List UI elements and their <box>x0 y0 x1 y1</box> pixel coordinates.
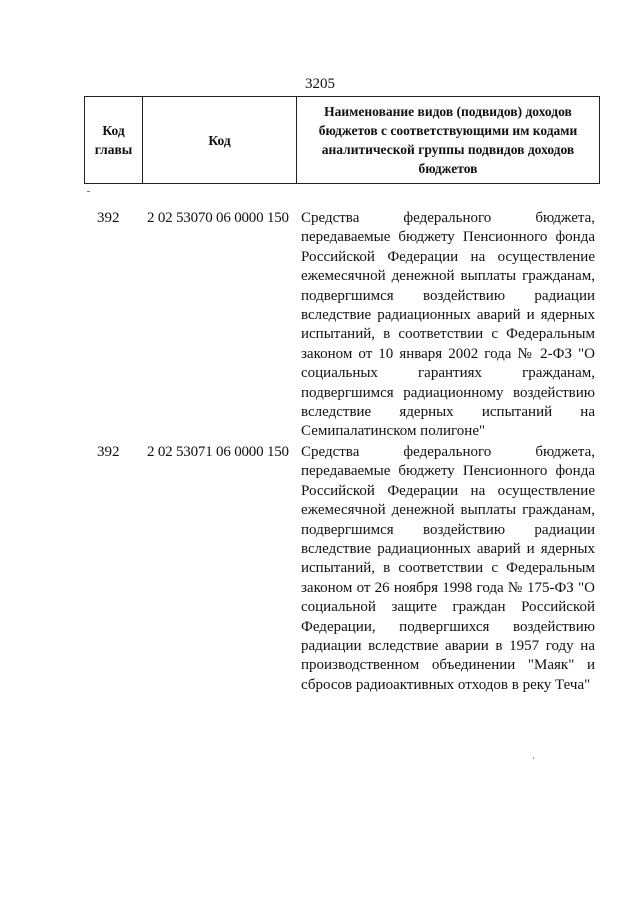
header-chapter-code-line2: главы <box>94 142 133 157</box>
scan-speck <box>533 757 534 759</box>
page-number: 3205 <box>305 76 335 92</box>
header-chapter-code-line1: Код <box>102 123 125 138</box>
header-name: Наименование видов (подвидов) доходов бюджетов с соответствующими им кодами аналитической группы подвидов доходов бюджетов <box>297 97 600 184</box>
row-income-code: 2 02 53071 06 0000 150 <box>147 444 289 460</box>
row-income-code: 2 02 53070 06 0000 150 <box>147 210 289 226</box>
row-chapter-code: 392 <box>97 444 120 460</box>
header-table <box>84 96 600 184</box>
scan-mark <box>87 191 90 192</box>
header-chapter-code <box>85 97 143 184</box>
row-income-name: Средства федерального бюджета, передаваемые бюджету Пенсионного фонда Российской Федерации на осуществление ежемесячной денежной выплаты гражданам, подвергшимся воздействию радиации вследствие радиационных аварий и ядерных испытаний, в соответствии с Федеральным законом от 10 января 2002 года № 2-ФЗ "О социальных гарантиях гражданам, подвергшимся радиационному воздействию вследствие ядерных испытаний на Семипалатинском полигоне" <box>301 210 595 440</box>
row-chapter-code: 392 <box>97 210 120 226</box>
header-code: Код <box>143 97 297 184</box>
row-income-name: Средства федерального бюджета, передаваемые бюджету Пенсионного фонда Российской Федерации на осуществление ежемесячной денежной выплаты гражданам, подвергшимся воздействию радиации вследствие радиационных аварий и ядерных испытаний, в соответствии с Федеральным законом от 26 ноября 1998 года № 175-ФЗ "О социальной защите граждан Российской Федерации, подвергшихся воздействию радиации вследствие аварии в 1957 году на производственном объединении "Маяк" и сбросов радиоактивных отходов в реку Теча" <box>301 444 595 693</box>
